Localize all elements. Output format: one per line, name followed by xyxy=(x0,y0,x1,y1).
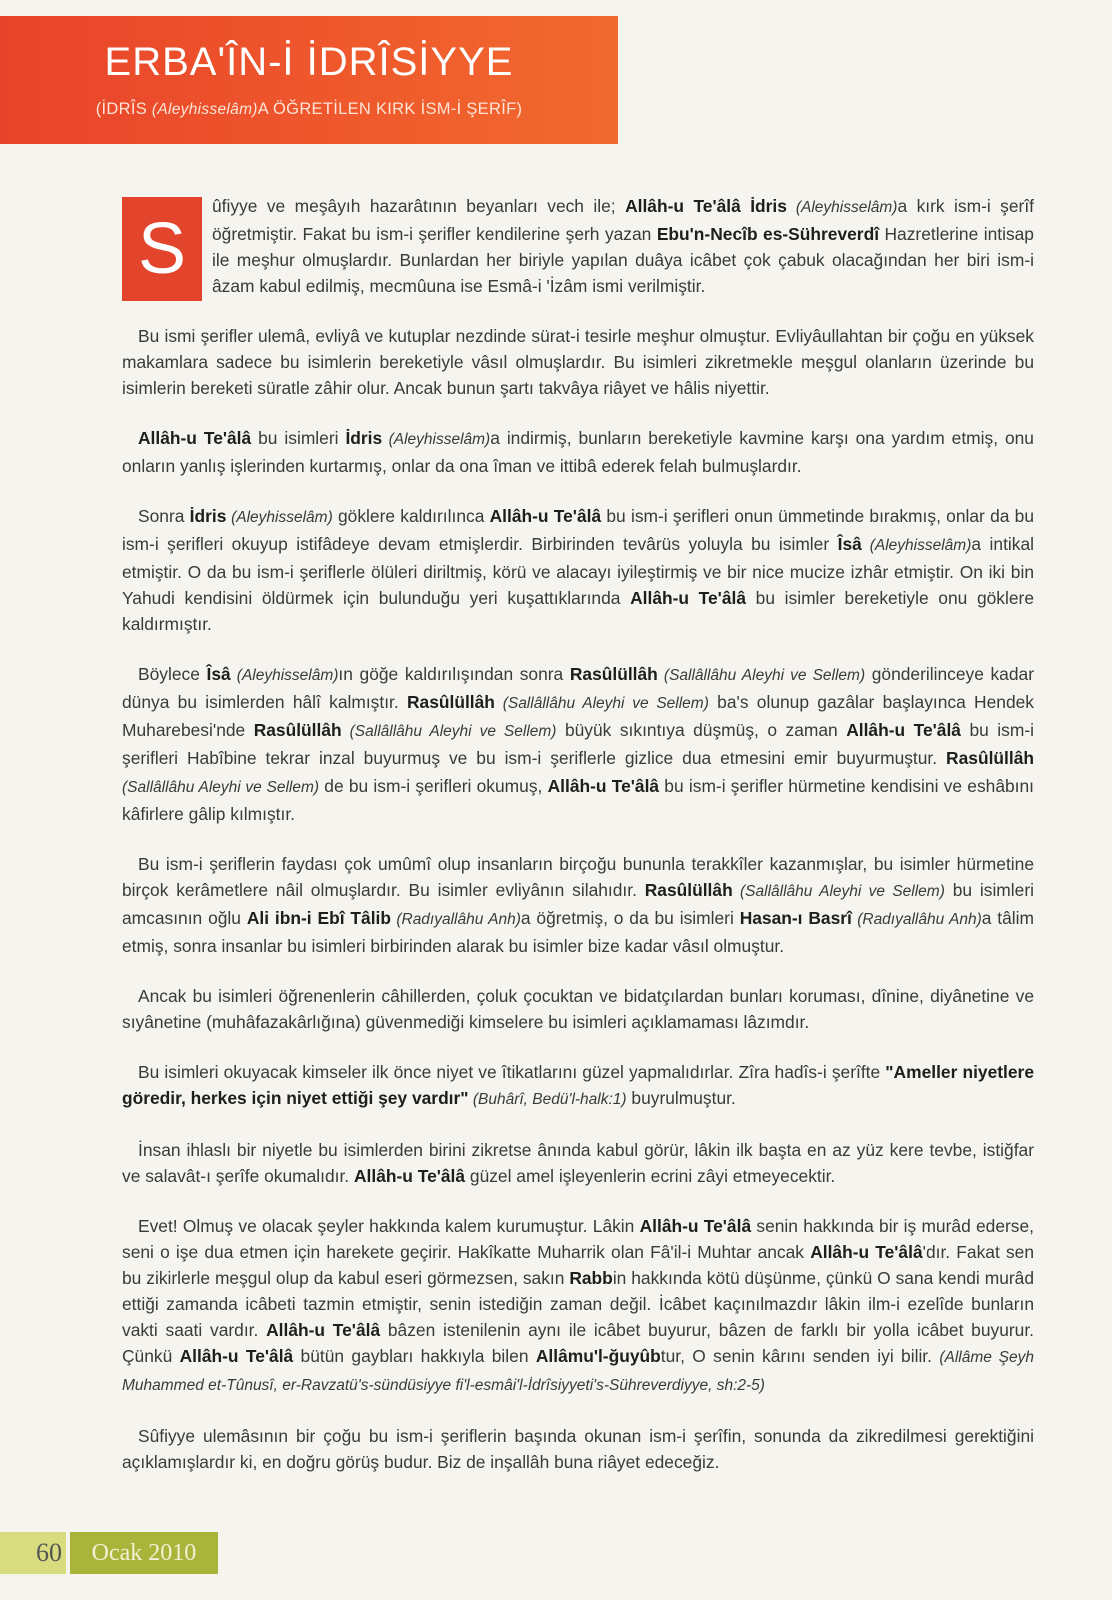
paragraph-6: Bu ism-i şeriflerin faydası çok umûmî olup insanların birçoğu bununla terakkîler kazanmışlar, bu isimler hürmetine birçok kerâmetlere nâil olmuşlardır. Bu isimler evliyânın silahıdır. Rasûlüllâh (Sallâllâhu Aleyhi ve Sellem) bu isimleri amcasının oğlu Ali ibn-i Ebî Tâlib (Radıyallâhu Anh)a öğretmiş, o da bu isimleri Hasan-ı Basrî (Radıyallâhu Anh)a tâlim etmiş, sonra insanlar bu isimleri birbirinden alarak bu isimler bize kadar vâsıl olmuştur. xyxy=(122,854,1034,956)
title-banner xyxy=(0,16,618,144)
page-subtitle: (İDRÎS (Aleyhisselâm)A ÖĞRETİLEN KIRK İSM-İ ŞERÎF) xyxy=(95,100,523,118)
article-body xyxy=(122,193,1034,1499)
paragraph-2: Bu ismi şerifler ulemâ, evliyâ ve kutuplar nezdinde sürat-i tesirle meşhur olmuştur. Evliyâullahtan bir çoğu en yüksek makamlara sadece bu isimlerin bereketiyle vâsıl olmuşlardır. Bu isimleri zikretmekle meşgul olanların üzerinde bu isimlerin bereketi süratle zâhir olur. Ancak bunun şartı takvâya riâyet ve hâlis niyettir. xyxy=(122,326,1034,398)
paragraph-11: Sûfiyye ulemâsının bir çoğu bu ism-i şeriflerin başında okunan ism-i şerîfin, sonunda da zikredilmesi gerektiğini açıklamışlardır ki, en doğru görüş budur. Biz de inşallâh buna riâyet edeceğiz. xyxy=(122,1426,1034,1472)
paragraph-8: Bu isimleri okuyacak kimseler ilk önce niyet ve îtikatlarını güzel yapmalıdırlar. Zîra hadîs-i şerîfte "Ameller niyetlere göredir, herkes için niyet ettiği şey vardır" (Buhârî, Bedü'l-halk:1) buyrulmuştur. xyxy=(122,1062,1034,1108)
page-title: ERBA'ÎN-İ İDRÎSİYYE xyxy=(104,40,514,84)
page-number: 60 xyxy=(0,1532,66,1574)
drop-cap: S xyxy=(122,197,202,301)
page-footer xyxy=(0,1532,218,1574)
paragraph-7: Ancak bu isimleri öğrenenlerin câhillerden, çoluk çocuktan ve bidatçılardan bunları koruması, dînine, diyânetine ve sıyânetine (muhâfazakârlığına) güvenmediği kimselere bu isimleri açıklamaması lâzımdır. xyxy=(122,986,1034,1032)
paragraph-10: Evet! Olmuş ve olacak şeyler hakkında kalem kurumuştur. Lâkin Allâh-u Te'âlâ senin hakkında bir iş murâd ederse, seni o işe dua etmen için harekete geçirir. Hakîkatte Muharrik olan Fâ'il-i Muhtar ancak Allâh-u Te'âlâ'dır. Fakat sen bu zikirlerle meşgul olup da kabul eseri görmezsen, sakın Rabbin hakkında kötü düşünme, çünkü O sana kendi murâd ettiği zamanda icâbeti tazmin etmiştir, senin istediğin zaman değil. İcâbet kaçınılmazdır lâkin ilm-i ezelîde bunların vakti saati vardır. Allâh-u Te'âlâ bâzen istenilenin aynı ile icâbet buyurur, bâzen de farklı bir yolla icâbet buyurur. Çünkü Allâh-u Te'âlâ bütün gaybları hakkıyla bilen Allâmu'l-ğuyûbtur, O senin kârını senden iyi bilir. (Allâme Şeyh Muhammed et-Tûnusî, er-Ravzatü's-sündüsiyye fi'l-esmâi'l-İdrîsiyyeti's-Sühreverdiyye, sh:2-5) xyxy=(122,1216,1035,1394)
paragraph-9: İnsan ihlaslı bir niyetle bu isimlerden birini zikretse ânında kabul görür, lâkin ilk başta en az yüz kere tevbe, istiğfar ve salavât-ı şerîfe okumalıdır. Allâh-u Te'âlâ güzel amel işleyenlerin ecrini zâyi etmeyecektir. xyxy=(122,1140,1034,1186)
paragraph-5: Böylece Îsâ (Aleyhisselâm)ın göğe kaldırılışından sonra Rasûlüllâh (Sallâllâhu Aleyhi ve Sellem) gönderilinceye kadar dünya bu isimlerden hâlî kalmıştır. Rasûlüllâh (Sallâllâhu Aleyhi ve Sellem) ba's olunup gazâlar başlayınca Hendek Muharebesi'nde Rasûlüllâh (Sallâllâhu Aleyhi ve Sellem) büyük sıkıntıya düşmüş, o zaman Allâh-u Te'âlâ bu ism-i şerifleri Habîbine tekrar inzal buyurmuş ve bu ism-i şeriflerle gizlice dua etmesini emir buyurmuştur. Rasûlüllâh (Sallâllâhu Aleyhi ve Sellem) de bu ism-i şerifleri okumuş, Allâh-u Te'âlâ bu ism-i şerifler hürmetine kendisini ve eshâbını kâfirlere gâlip kılmıştır. xyxy=(122,664,1034,824)
paragraph-4: Sonra İdris (Aleyhisselâm) göklere kaldırılınca Allâh-u Te'âlâ bu ism-i şerifleri onun ümmetinde bırakmış, onlar da bu ism-i şerifleri okuyup istifâdeye devam etmişlerdir. Birbirinden tevârüs yoluyla bu isimler Îsâ (Aleyhisselâm)a intikal etmiştir. O da bu ism-i şeriflerle ölüleri diriltmiş, körü ve alacayı iyileştirmiş ve bir nice mucize izhâr etmiştir. On iki bin Yahudi kendisini öldürmek için bulunduğu yeri kuşattıklarında Allâh-u Te'âlâ bu isimler bereketiyle onu göklere kaldırmıştır. xyxy=(122,506,1035,634)
paragraph-1: S ûfiyye ve meşâyıh hazarâtının beyanları vech ile; Allâh-u Te'âlâ İdris (Aleyhisselâm)a kırk ism-i şerîf öğretmiştir. Fakat bu ism-i şerifler kendilerine şerh yazan Ebu'n-Necîb es-Sühreverdî Hazretlerine intisap ile meşhur olmuşlardır. Bunlardan her biriyle yapılan duâya icâbet çok çabuk olacağından her biri ism-i âzam kabul edilmiş, mecmûuna ise Esmâ-i 'İzâm ismi verilmiştir. xyxy=(122,193,1034,299)
paragraph-3: Allâh-u Te'âlâ bu isimleri İdris (Aleyhisselâm)a indirmiş, bunların bereketiyle kavmine karşı ona yardım etmiş, onu onların yanlış işlerinden kurtarmış, onlar da ona îman ve ittibâ ederek felah bulmuşlardır. xyxy=(122,428,1034,476)
issue-label: Ocak 2010 xyxy=(70,1532,218,1574)
